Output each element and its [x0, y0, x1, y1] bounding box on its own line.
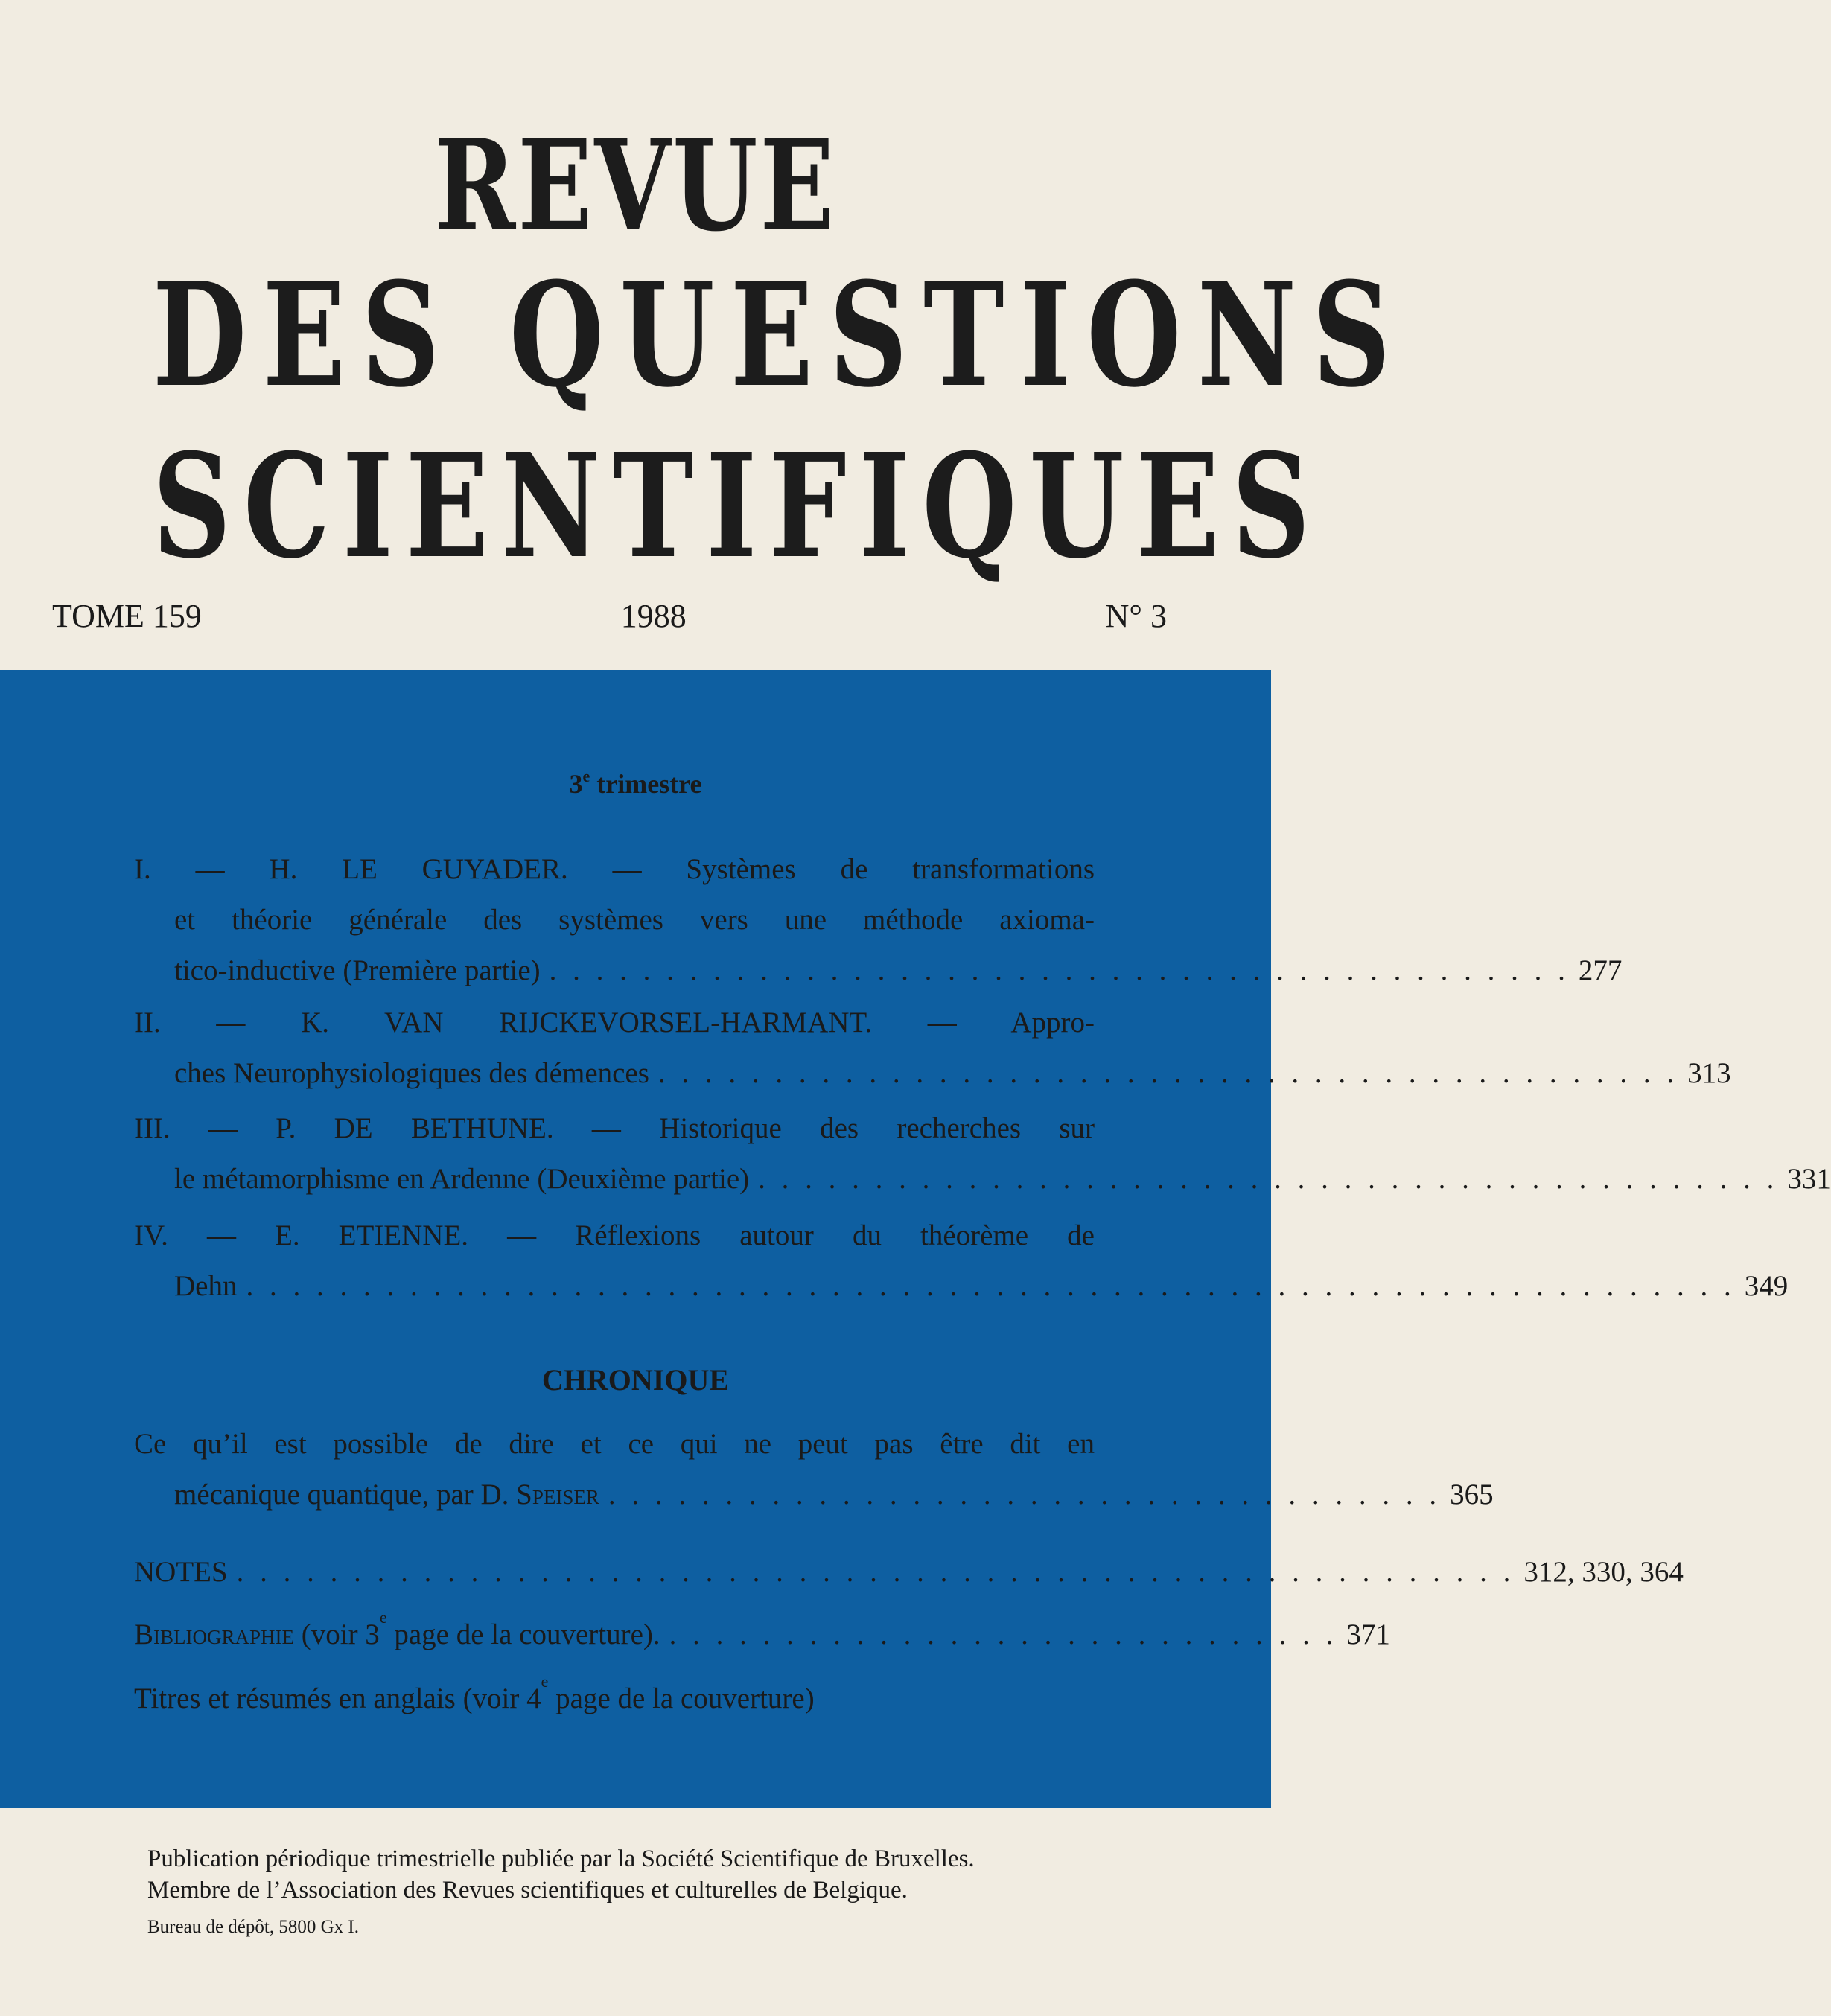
- trimestre-heading: 3e trimestre: [569, 767, 702, 799]
- chronique-author: Speiser: [516, 1478, 599, 1511]
- toc-entry-line: le métamorphisme en Ardenne (Deuxième partie): [174, 1163, 750, 1195]
- year-label: 1988: [620, 598, 687, 634]
- footer-line-1: Publication périodique trimestrielle publiée par la Société Scientifique de Bruxelles.: [147, 1846, 975, 1872]
- titres-entry: [134, 1674, 1095, 1724]
- toc-entry-line: tico-inductive (Première partie): [174, 954, 541, 986]
- toc-entry-line: et théorie générale des systèmes vers une méthode axioma-: [174, 904, 1095, 936]
- issue-number-label: N° 3: [1105, 598, 1167, 634]
- bibliographie-entry: Bibliographie (voir 3e page de la couverture). . . . . . . . . . . . . . . . . . . . . . . . . . . . . . 371: [134, 1610, 1095, 1660]
- chronique-line-2: mécanique quantique, par D. Speiser: [174, 1478, 599, 1511]
- leader-dots: . . . . . . . . . . . . . . . . . . . . . . . . . . . . . . . . . . . . . . . . . . . .: [549, 954, 1570, 986]
- toc-entry-line: I. — H. LE GUYADER. — Systèmes de transformations: [134, 853, 1095, 885]
- toc-entry-line: ches Neurophysiologiques des démences: [174, 1057, 649, 1089]
- leader-dots: . . . . . . . . . . . . . . . . . . . . . . . . . . . . . . . . . . . .: [608, 1478, 1442, 1511]
- toc-entry-3: [134, 1103, 1831, 1205]
- bibliographie-label: Bibliographie: [134, 1618, 294, 1650]
- masthead-line-2: DES QUESTIONS: [152, 252, 1407, 419]
- issue-meta-row: [52, 597, 1167, 635]
- toc-entry-line: III. — P. DE BETHUNE. — Historique des recherches sur: [134, 1112, 1095, 1144]
- leader-dots: . . . . . . . . . . . . . . . . . . . . . . . . . . . . . . . . . . . . . . . . . . . .: [758, 1163, 1779, 1195]
- tome-label: TOME 159: [52, 598, 202, 634]
- notes-label: NOTES: [134, 1556, 228, 1588]
- toc-entry-line: II. — K. VAN RIJCKEVORSEL-HARMANT. — Appro-: [134, 1007, 1095, 1039]
- leader-dots: . . . . . . . . . . . . . . . . . . . . . . . . . . . . . . . . . . . . . . . . . . . .: [657, 1057, 1679, 1089]
- masthead-line-1: REVUE: [434, 112, 837, 259]
- toc-entry-line: IV. — E. ETIENNE. — Réflexions autour du théorème de: [134, 1219, 1095, 1251]
- chronique-heading: CHRONIQUE: [541, 1363, 730, 1397]
- leader-dots: . . . . . . . . . . . . . . . . . . . . . . . . . . . . .: [669, 1618, 1338, 1650]
- toc-entry-1: [134, 844, 1623, 996]
- toc-page-number: 313: [1687, 1057, 1731, 1089]
- chronique-entry: [134, 1419, 1494, 1520]
- toc-page-number: 312, 330, 364: [1523, 1556, 1684, 1588]
- toc-page-number: 365: [1450, 1478, 1494, 1511]
- toc-page-number: 331: [1787, 1163, 1831, 1195]
- publisher-footer: [147, 1843, 1115, 1943]
- chronique-line-1: Ce qu’il est possible de dire et ce qui ne peut pas être dit en: [134, 1428, 1095, 1460]
- toc-entry-line: Dehn: [174, 1270, 238, 1302]
- footer-line-3: Bureau de dépôt, 5800 Gx I.: [147, 1917, 359, 1937]
- masthead-line-3: SCIENTIFIQUES: [152, 423, 1323, 590]
- toc-entry-2: [134, 998, 1731, 1099]
- toc-entry-4: [134, 1210, 1789, 1312]
- footer-line-2: Membre de l’Association des Revues scientifiques et culturelles de Belgique.: [147, 1877, 908, 1904]
- leader-dots: . . . . . . . . . . . . . . . . . . . . . . . . . . . . . . . . . . . . . . . . . . . . . . . . . . . . . . . . . . . . . . . .: [246, 1270, 1736, 1302]
- notes-entry: [134, 1547, 1684, 1598]
- titres-line: Titres et résumés en anglais (voir 4e page de la couverture): [134, 1672, 815, 1714]
- toc-page-number: 371: [1346, 1618, 1390, 1650]
- leader-dots: . . . . . . . . . . . . . . . . . . . . . . . . . . . . . . . . . . . . . . . . . . . . . . . . . . . . . . .: [236, 1556, 1515, 1588]
- toc-page-number: 349: [1744, 1270, 1789, 1302]
- toc-page-number: 277: [1578, 954, 1623, 986]
